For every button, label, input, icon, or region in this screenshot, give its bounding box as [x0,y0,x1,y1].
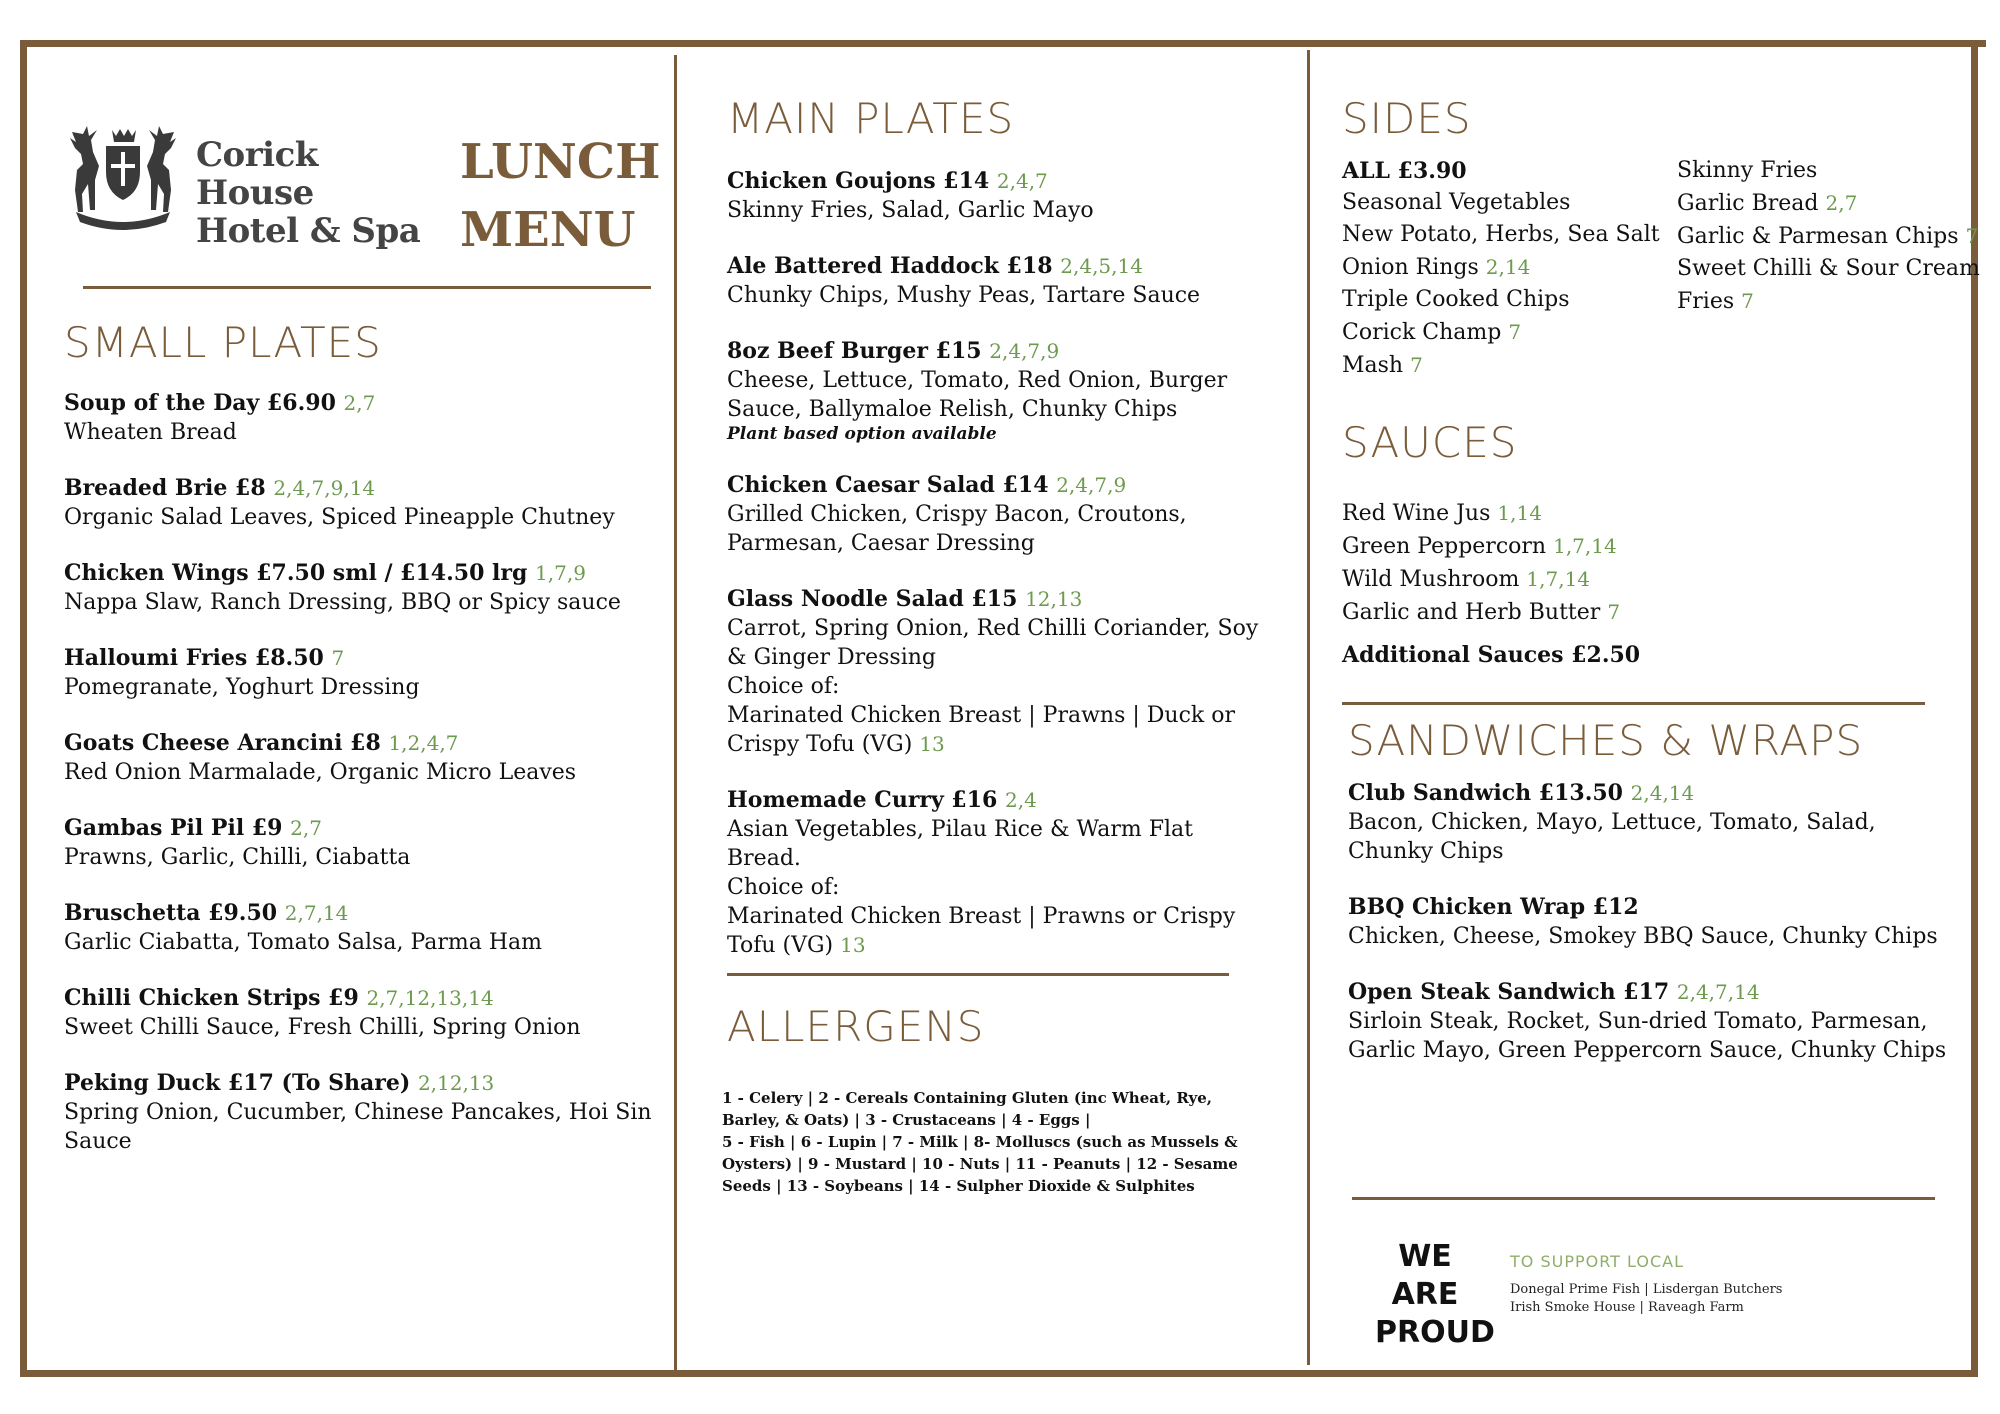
small-plate-item [64,474,664,532]
item-title [1348,893,1958,922]
sandwich-item [1348,978,1958,1065]
item-name: Garlic & Parmesan Chips [1677,224,1959,249]
item-description: Chunky Chips, Mushy Peas, Tartare Sauce [727,283,1201,308]
item-description: Skinny Fries, Salad, Garlic Mayo [727,198,1094,223]
item-title [64,389,664,418]
main-plate-item [727,786,1267,960]
item-description: Carrot, Spring Onion, Red Chilli Coriander, Soy & Ginger Dressing [727,616,1259,670]
item-name: Triple Cooked Chips [1342,287,1570,312]
item-name: Glass Noodle Salad £15 [727,586,1018,612]
main-plate-item [727,471,1267,558]
item-name: Peking Duck £17 (To Share) [64,1070,411,1096]
item-description: Pomegranate, Yoghurt Dressing [64,675,420,700]
item-title [64,729,664,758]
column-divider-right [1307,50,1310,1365]
item-title [727,585,1267,614]
list-item [1677,253,1980,285]
item-description: Wheaten Bread [64,420,237,445]
item-name: Gambas Pil Pil £9 [64,815,283,841]
item-options-text: Marinated Chicken Breast | Prawns | Duck or Crispy Tofu (VG) [727,703,1235,757]
item-name: Soup of the Day £6.90 [64,390,336,416]
small-plate-item [64,984,664,1042]
support-line2: Irish Smoke House | Raveagh Farm [1510,1300,1744,1315]
item-name: Corick Champ [1342,320,1502,345]
item-name: Onion Rings [1342,255,1479,280]
proud-line1: WE ARE [1391,1239,1459,1312]
item-name: Chicken Goujons £14 [727,168,990,194]
item-title [727,167,1267,196]
sides-list-right [1677,155,1980,382]
allergen-codes: 2,4,7,14 [1676,980,1760,1004]
hotel-name-line2: Hotel & Spa [196,211,421,251]
main-plate-item [727,167,1267,225]
additional-sauces: Additional Sauces £2.50 [1342,642,1641,668]
allergen-codes: 1,7,14 [1526,567,1591,591]
frame-corner [1960,40,1986,47]
allergen-codes: 2,4,7 [996,169,1048,193]
main-plate-item [727,252,1267,310]
allergen-codes: 2,4,5,14 [1060,254,1143,278]
item-title [727,252,1267,281]
allergen-codes: 7 [1607,600,1621,624]
allergen-codes: 2,4,7,9 [1056,473,1127,497]
item-title [64,559,664,588]
item-name: Club Sandwich £13.50 [1348,780,1623,806]
item-name: Ale Battered Haddock £18 [727,253,1053,279]
small-plate-item [64,814,664,872]
allergens-section [722,1002,1242,1197]
item-title [64,1069,664,1098]
item-name: Halloumi Fries £8.50 [64,645,324,671]
item-description: Grilled Chicken, Crispy Bacon, Croutons, Parmesan, Caesar Dressing [727,502,1187,556]
sandwich-item [1348,779,1958,866]
sauces-list [1342,497,1942,629]
small-plates-list [64,389,664,1156]
item-name: Bruschetta £9.50 [64,900,278,926]
item-description: Cheese, Lettuce, Tomato, Red Onion, Burger Sauce, Ballymaloe Relish, Chunky Chips [727,368,1228,422]
allergen-codes: 1,14 [1497,501,1542,525]
allergen-codes: 2,4,7,9,14 [273,476,376,500]
sides-price: ALL £3.90 [1342,158,1467,184]
allergen-codes: 13 [840,933,866,957]
item-name: Goats Cheese Arancini £8 [64,730,381,756]
allergen-codes: 1,7,14 [1553,534,1617,558]
allergen-codes: 2,7 [343,391,376,415]
support-line1: Donegal Prime Fish | Lisdergan Butchers [1510,1282,1783,1297]
item-description: Garlic Ciabatta, Tomato Salsa, Parma Ham [64,930,543,955]
sides-list-left [1342,187,1677,382]
item-note: Plant based option available [727,424,997,444]
proud-line2: PROUD [1375,1315,1495,1350]
item-description: Sweet Chilli Sauce, Fresh Chilli, Spring Onion [64,1015,581,1040]
item-name: Fries [1677,289,1735,314]
menu-title-line2: MENU [460,202,636,258]
small-plates-section [64,318,664,1183]
allergen-codes: 7 [1741,289,1754,313]
allergen-codes: 7 [1965,224,1979,248]
list-item [1342,349,1677,382]
sandwiches-section [1348,716,1958,1092]
small-plate-item [64,899,664,957]
list-item [1342,251,1677,284]
item-description: Nappa Slaw, Ranch Dressing, BBQ or Spicy sauce [64,590,621,615]
item-description: Prawns, Garlic, Chilli, Ciabatta [64,845,411,870]
item-name: Seasonal Vegetables [1342,190,1571,215]
item-description: Bacon, Chicken, Mayo, Lettuce, Tomato, Salad, Chunky Chips [1348,810,1876,864]
list-item [1342,596,1942,629]
item-options [727,902,1267,960]
item-name: Wild Mushroom [1342,567,1520,592]
list-item [1342,219,1677,251]
item-choice: Choice of: [727,875,840,900]
sandwiches-list [1348,779,1958,1065]
sides-section [1342,94,1982,382]
small-plate-item [64,729,664,787]
support-rule [1352,1197,1935,1200]
item-name: Chilli Chicken Strips £9 [64,985,359,1011]
item-name: Chicken Caesar Salad £14 [727,472,1049,498]
list-item [1342,284,1677,316]
sandwiches-rule [1342,702,1925,705]
item-name: Mash [1342,353,1404,378]
item-title [64,814,664,843]
list-item [1342,497,1942,530]
small-plate-item [64,559,664,617]
item-name: Red Wine Jus [1342,501,1491,526]
sandwiches-title: SANDWICHES & WRAPS [1348,716,1864,765]
list-item [1342,187,1677,219]
allergen-codes: 2,4,14 [1630,781,1695,805]
allergen-codes: 2,7,14 [284,901,349,925]
allergen-codes: 12,13 [1025,587,1083,611]
item-description: Sirloin Steak, Rocket, Sun-dried Tomato, Parmesan, Garlic Mayo, Green Peppercorn Sauce, Chunky Chips [1348,1009,1947,1063]
allergen-codes: 7 [1508,320,1522,344]
menu-title-line1: LUNCH [460,134,661,190]
item-name: Skinny Fries [1677,158,1818,183]
item-title [64,984,664,1013]
item-description: Chicken, Cheese, Smokey BBQ Sauce, Chunky Chips [1348,924,1938,949]
item-name: Breaded Brie £8 [64,475,266,501]
allergens-list-part2: 5 - Fish | 6 - Lupin | 7 - Milk | 8- Molluscs (such as Mussels & Oysters) | 9 - Mustard | 10 - Nuts | 11 - Peanuts | 12 - Sesame Seeds | 13 - Soybeans | 14 - Sulpher Dioxide & Sulphites [722,1133,1238,1195]
hotel-name [196,136,442,250]
item-name: Garlic and Herb Butter [1342,600,1601,625]
item-title [64,644,664,673]
item-title [727,786,1267,815]
main-plates-title: MAIN PLATES [727,94,1015,143]
item-name: Green Peppercorn [1342,534,1547,559]
column-divider-left [674,55,677,1375]
item-name: Homemade Curry £16 [727,787,998,813]
main-plate-item [727,585,1267,759]
sauces-title: SAUCES [1342,418,1518,467]
list-item [1342,316,1677,349]
list-item [1342,563,1942,596]
allergen-codes: 2,4 [1005,788,1037,812]
sauces-section [1342,418,1942,670]
sandwich-item [1348,893,1958,951]
item-description: Organic Salad Leaves, Spiced Pineapple Chutney [64,505,615,530]
item-title [1348,779,1958,808]
small-plate-item [64,1069,664,1156]
support-local [1375,1238,1975,1350]
small-plate-item [64,644,664,702]
item-description: Spring Onion, Cucumber, Chinese Pancakes, Hoi Sin Sauce [64,1100,652,1154]
main-plate-item [727,337,1267,444]
allergen-codes: 2,12,13 [417,1071,495,1095]
item-name: BBQ Chicken Wrap £12 [1348,894,1639,920]
list-item [1677,220,1980,253]
support-heading: TO SUPPORT LOCAL [1510,1252,1684,1271]
header-rule [83,286,651,289]
item-name: Garlic Bread [1677,191,1819,216]
item-choice: Choice of: [727,674,840,699]
allergen-codes: 1,7,9 [535,561,586,585]
allergen-codes: 2,7 [1825,191,1858,215]
allergen-codes: 13 [919,732,945,756]
item-title [64,899,664,928]
menu-title [460,128,660,264]
item-name: 8oz Beef Burger £15 [727,338,982,364]
allergen-codes: 2,7 [290,816,322,840]
item-title [64,474,664,503]
allergens-title: ALLERGENS [727,1002,985,1051]
allergen-codes: 7 [331,646,345,670]
we-are-proud [1375,1238,1495,1352]
allergen-codes: 2,4,7,9 [989,339,1060,363]
item-options-text: Marinated Chicken Breast | Prawns or Crispy Tofu (VG) [727,904,1236,958]
list-item [1677,285,1980,318]
item-options [727,701,1267,759]
list-item [1342,530,1942,563]
small-plates-title: SMALL PLATES [64,318,382,367]
allergens-list-part1: 1 - Celery | 2 - Cereals Containing Gluten (inc Wheat, Rye, Barley, & Oats) | 3 - Crustaceans | 4 - Eggs | [722,1089,1213,1129]
item-title [1348,978,1958,1007]
item-title [727,337,1267,366]
item-description: Asian Vegetables, Pilau Rice & Warm Flat Bread. [727,817,1193,871]
item-title [727,471,1267,500]
item-name: Chicken Wings £7.50 sml / £14.50 lrg [64,560,528,586]
item-description: Red Onion Marmalade, Organic Micro Leaves [64,760,577,785]
main-plates-list [727,167,1267,960]
allergen-codes: 2,7,12,13,14 [366,986,494,1010]
sides-title: SIDES [1342,94,1472,143]
main-plates-section [727,94,1267,987]
small-plate-item [64,389,664,447]
list-item [1677,187,1980,220]
item-name: Sweet Chilli & Sour Cream [1677,256,1980,281]
allergen-codes: 1,2,4,7 [388,731,459,755]
allergen-codes: 2,14 [1485,255,1531,279]
item-name: New Potato, Herbs, Sea Salt [1342,222,1660,247]
stag-crest-icon [62,126,184,230]
hotel-logo [62,126,442,251]
hotel-name-line1: Corick House [196,135,318,213]
item-name: Open Steak Sandwich £17 [1348,979,1670,1005]
list-item [1677,155,1980,187]
allergen-codes: 7 [1410,353,1423,377]
